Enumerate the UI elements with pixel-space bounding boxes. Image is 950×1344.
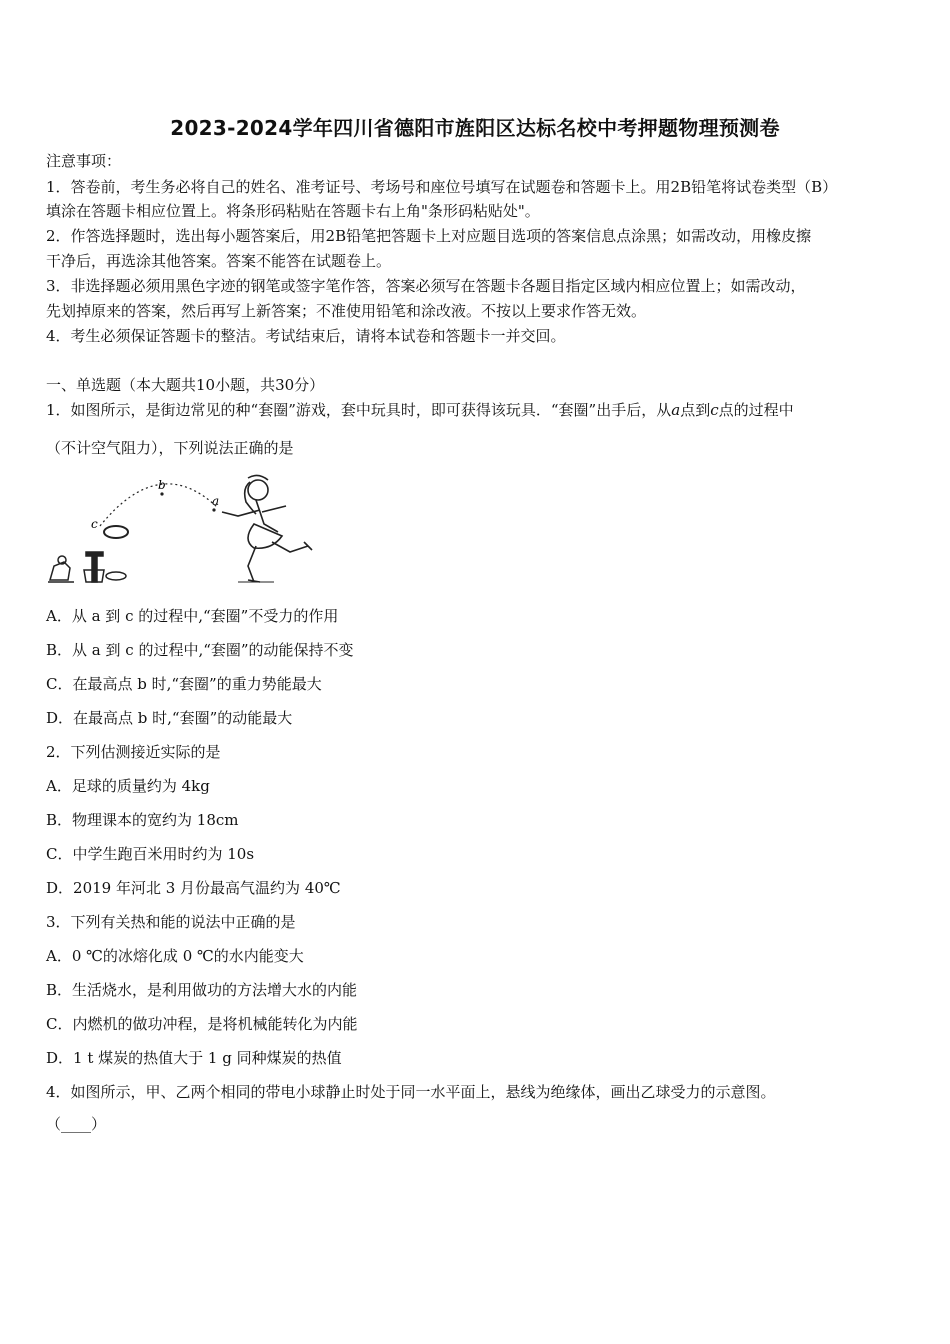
notice-line-6: 先划掉原来的答案，然后再写上新答案；不准使用铅笔和涂改液。不按以上要求作答无效。 bbox=[46, 302, 647, 320]
notice-line-3: 2．作答选择题时，选出每小题答案后，用2B铅笔把答题卡上对应题目选项的答案信息点涂黑；如需改动，用橡皮擦 bbox=[46, 227, 812, 245]
q1-stem-mid: 点到 bbox=[680, 401, 711, 419]
q4-answer-blank: （____） bbox=[46, 1115, 107, 1133]
q2-option-a: A．足球的质量约为 4kg bbox=[46, 777, 210, 795]
q4-stem: 4．如图所示，甲、乙两个相同的带电小球静止时处于同一水平面上，悬线为绝缘体，画出乙球受力的示意图。 bbox=[46, 1083, 776, 1101]
toy-animal-left bbox=[48, 556, 74, 582]
q1-option-b: B．从 a 到 c 的过程中,“套圈”的动能保持不变 bbox=[46, 641, 354, 659]
q3-option-d: D．1 t 煤炭的热值大于 1 g 同种煤炭的热值 bbox=[46, 1049, 342, 1067]
q3-option-b: B．生活烧水，是利用做功的方法增大水的内能 bbox=[46, 981, 358, 999]
notice-line-4: 干净后，再选涂其他答案。答案不能答在试题卷上。 bbox=[46, 252, 392, 270]
notice-line-2: 填涂在答题卡相应位置上。将条形码粘贴在答题卡右上角"条形码粘贴处"。 bbox=[46, 202, 540, 220]
ring-on-ground bbox=[106, 572, 126, 580]
q2-option-d: D．2019 年河北 3 月份最高气温约为 40℃ bbox=[46, 879, 341, 897]
toy-peg bbox=[84, 552, 104, 582]
q3-option-c: C．内燃机的做功冲程，是将机械能转化为内能 bbox=[46, 1015, 358, 1033]
label-c: c bbox=[91, 517, 98, 531]
notice-line-7: 4．考生必须保证答题卡的整洁。考试结束后，请将本试卷和答题卡一并交回。 bbox=[46, 327, 566, 345]
q1-option-a: A．从 a 到 c 的过程中,“套圈”不受力的作用 bbox=[46, 607, 339, 625]
ring-c bbox=[104, 526, 128, 538]
ring-toss-figure bbox=[42, 470, 332, 592]
point-a-dot bbox=[212, 508, 215, 511]
q2-option-b: B．物理课本的宽约为 18cm bbox=[46, 811, 239, 829]
q1-stem-text: 1．如图所示，是街边常见的种“套圈”游戏，套中玩具时，即可获得该玩具．“套圈”出手后，从 bbox=[46, 401, 672, 419]
label-b: b bbox=[158, 478, 166, 492]
girl-figure bbox=[222, 475, 312, 582]
label-a: a bbox=[212, 494, 220, 508]
notice-line-5: 3．非选择题必须用黑色字迹的钢笔或签字笔作答，答案必须写在答题卡各题目指定区域内相应位置上；如需改动， bbox=[46, 277, 806, 295]
section-heading: 一、单选题（本大题共10小题，共30分） bbox=[46, 376, 325, 394]
q1-option-c: C．在最高点 b 时,“套圈”的重力势能最大 bbox=[46, 675, 322, 693]
point-b-dot bbox=[160, 492, 163, 495]
q1-option-d: D．在最高点 b 时,“套圈”的动能最大 bbox=[46, 709, 293, 727]
page-title: 2023-2024学年四川省德阳市旌阳区达标名校中考押题物理预测卷 bbox=[170, 116, 780, 140]
q2-option-c: C．中学生跑百米用时约为 10s bbox=[46, 845, 255, 863]
q1-stem-end: 点的过程中 bbox=[718, 401, 794, 419]
q1-stem-line-1 bbox=[46, 400, 794, 420]
q1-point-a: a bbox=[671, 401, 681, 419]
q1-point-c: c bbox=[710, 401, 719, 419]
q3-option-a: A．0 ℃的冰熔化成 0 ℃的水内能变大 bbox=[46, 947, 304, 965]
q1-stem-line-2: （不计空气阻力），下列说法正确的是 bbox=[46, 439, 294, 457]
q3-stem: 3．下列有关热和能的说法中正确的是 bbox=[46, 913, 296, 931]
notice-line-1: 1．答卷前，考生务必将自己的姓名、准考证号、考场号和座位号填写在试题卷和答题卡上。用2B铅笔将试卷类型（B） bbox=[46, 178, 838, 196]
q2-stem: 2．下列估测接近实际的是 bbox=[46, 743, 221, 761]
notice-heading: 注意事项： bbox=[46, 152, 122, 170]
